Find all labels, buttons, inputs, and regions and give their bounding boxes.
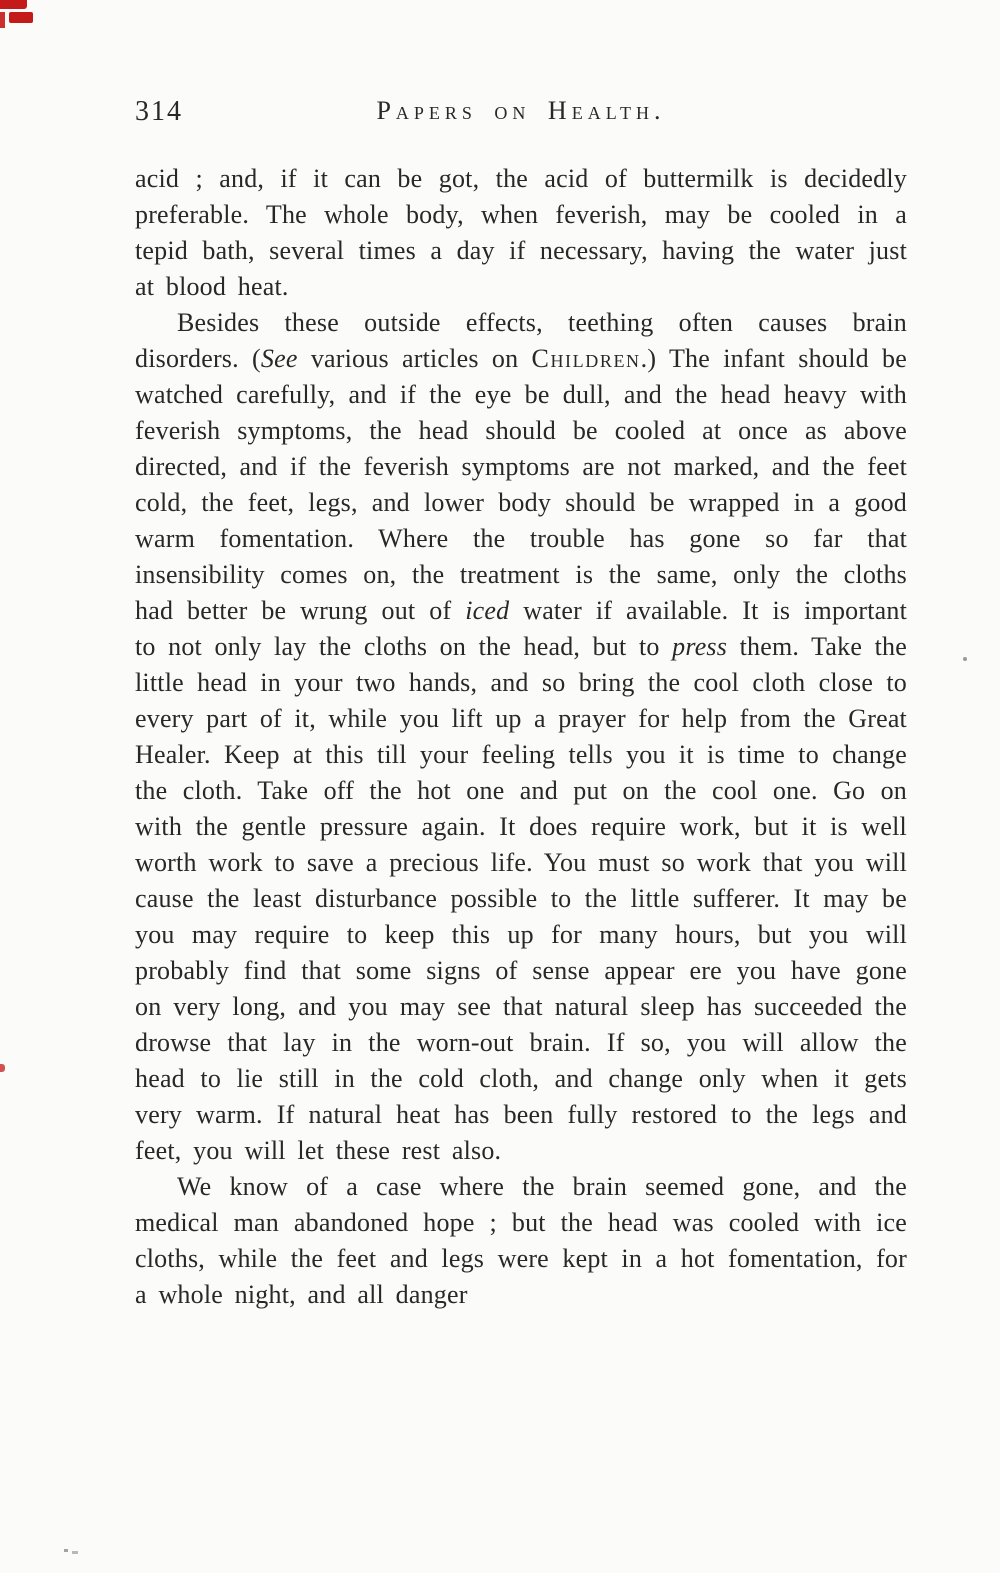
text-run: various articles on	[297, 344, 532, 373]
text-run-italic: See	[260, 344, 298, 373]
paragraph	[135, 161, 907, 305]
text-run: Besides these outside effects, teething often causes brain disorders. (	[135, 308, 907, 373]
text-run: them. Take the little head in your two hands, and so bring the cool cloth close to every part of it, while you lift up a prayer for help from the Great Healer. Keep at this till your feeling tells you it is time to change the cloth. Take off the hot one and put on the cool one. Go on with the gentle pressure again. It does require work, but it is well worth work to save a precious life. You must so work that you will cause the least disturbance possible to the little sufferer. It may be you may require to keep this up for many hours, but you will probably find that some signs of sense appear ere you have gone on very long, and you may see that natural sleep has succeeded the drowse that lay in the worn-out brain. If so, you will allow the head to lie still in the cold cloth, and change only when it gets very warm. If natural heat has been fully restored to the legs and feet, you will let these rest also.	[135, 632, 907, 1165]
paragraph	[135, 1169, 907, 1313]
running-title: Papers on Health.	[376, 96, 666, 125]
text-run: water if available. It is important to not only lay the cloths on the head, but to	[135, 596, 907, 661]
text-run: We know of a case where the brain seemed gone, and the medical man abandoned hope ; but the head was cooled with ice cloths, while the feet and legs were kept in a hot fomentation, for a whole night, and all danger	[135, 1172, 907, 1309]
page-number: 314	[135, 96, 183, 127]
text-run-italic: press	[672, 632, 728, 661]
scan-speck-bottom-left-1	[64, 1549, 68, 1552]
scan-mark-red-top	[0, 0, 27, 9]
page-header	[135, 96, 907, 132]
text-run-italic: iced	[465, 596, 510, 625]
body-text	[135, 161, 907, 1313]
text-run: acid ; and, if it can be got, the acid of buttermilk is decidedly preferable. The whole body, when feverish, may be cooled in a tepid bath, several times a day if necessary, having the water just at blood heat.	[135, 164, 907, 301]
text-run-smallcaps: Children	[531, 344, 641, 373]
scan-mark-red-edge	[0, 12, 5, 28]
scan-mark-red-left-edge	[0, 1064, 5, 1072]
scan-mark-red-corner	[9, 12, 33, 23]
paragraph	[135, 305, 907, 1169]
text-run: .) The infant should be watched carefully, and if the eye be dull, and the head heavy with feverish symptoms, the head should be cooled at once as above directed, and if the feverish symptoms are not marked, and the feet cold, the feet, legs, and lower body should be wrapped in a good warm fomentation. Where the trouble has gone so far that insensibility comes on, the treatment is the same, only the cloths had better be wrung out of	[135, 344, 907, 625]
scan-speck-right	[963, 657, 967, 661]
scan-speck-bottom-left-2	[72, 1551, 78, 1554]
